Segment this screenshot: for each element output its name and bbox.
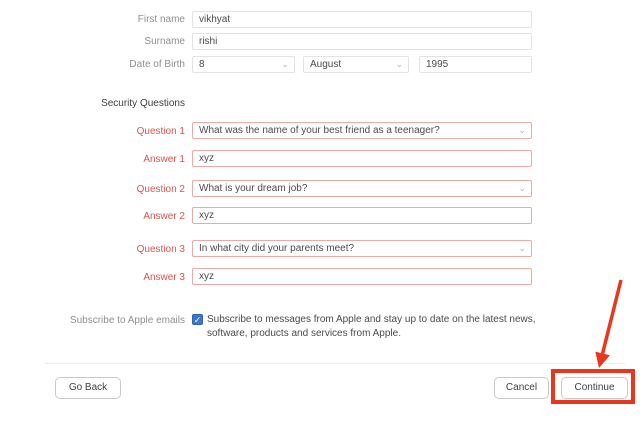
question-3-value: In what city did your parents meet? bbox=[199, 243, 355, 254]
chevron-down-icon: ⌄ bbox=[395, 59, 403, 69]
first-name-label: First name bbox=[137, 14, 185, 25]
answer-2-input[interactable] bbox=[192, 207, 532, 224]
answer-2-label: Answer 2 bbox=[143, 211, 185, 222]
annotation-arrow-line bbox=[603, 280, 621, 353]
surname-input[interactable] bbox=[192, 33, 532, 50]
question-3-label: Question 3 bbox=[136, 244, 185, 255]
chevron-down-icon: ⌄ bbox=[518, 243, 526, 253]
dob-day-select[interactable] bbox=[192, 56, 295, 73]
chevron-down-icon: ⌄ bbox=[518, 183, 526, 193]
chevron-down-icon: ⌄ bbox=[518, 125, 526, 135]
dob-month-value: August bbox=[310, 59, 342, 70]
footer-divider bbox=[45, 363, 625, 364]
security-questions-header: Security Questions bbox=[101, 98, 185, 109]
subscribe-checkbox[interactable] bbox=[192, 314, 203, 325]
question-1-select[interactable] bbox=[192, 122, 532, 139]
chevron-down-icon: ⌄ bbox=[281, 59, 289, 69]
answer-1-label: Answer 1 bbox=[143, 154, 185, 165]
question-3-select[interactable] bbox=[192, 240, 532, 257]
cancel-button[interactable]: Cancel bbox=[494, 377, 549, 399]
annotation-arrow-head bbox=[595, 352, 610, 368]
subscribe-description: Subscribe to messages from Apple and stay up to date on the latest news, software, products and services from Apple. bbox=[207, 314, 536, 339]
go-back-button[interactable]: Go Back bbox=[55, 377, 121, 399]
question-2-value: What is your dream job? bbox=[199, 183, 308, 194]
question-2-label: Question 2 bbox=[136, 184, 185, 195]
surname-label: Surname bbox=[144, 36, 185, 47]
question-2-select[interactable] bbox=[192, 180, 532, 197]
dob-month-select[interactable] bbox=[303, 56, 409, 73]
checkmark-icon: ✓ bbox=[193, 315, 202, 325]
question-1-label: Question 1 bbox=[136, 126, 185, 137]
first-name-input[interactable] bbox=[192, 11, 532, 28]
answer-1-input[interactable] bbox=[192, 150, 532, 167]
continue-button[interactable]: Continue bbox=[561, 377, 628, 399]
subscribe-label: Subscribe to Apple emails bbox=[69, 315, 185, 326]
answer-3-input[interactable] bbox=[192, 268, 532, 285]
dob-label: Date of Birth bbox=[129, 59, 185, 70]
question-1-value: What was the name of your best friend as a teenager? bbox=[199, 125, 440, 136]
answer-3-label: Answer 3 bbox=[143, 272, 185, 283]
dob-day-value: 8 bbox=[199, 59, 205, 70]
dob-year-input[interactable] bbox=[419, 56, 532, 73]
